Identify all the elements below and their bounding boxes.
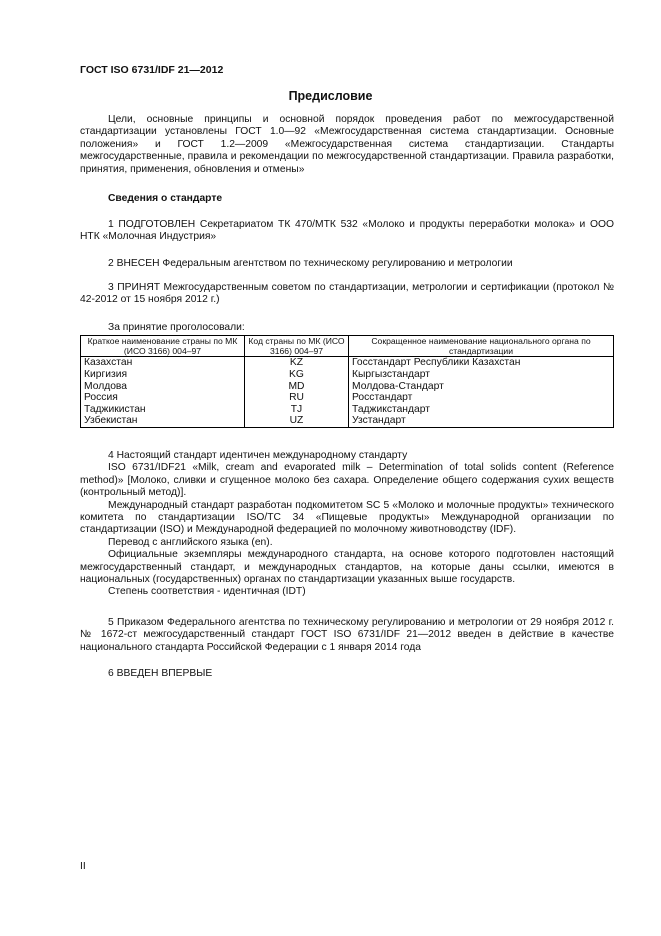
cell-code: MD — [245, 381, 349, 393]
page-title: Предисловие — [288, 89, 373, 103]
page-number: II — [80, 861, 86, 872]
cell-country: Узбекистан — [81, 415, 245, 427]
item-4-line: Степень соответствия - идентичная (IDT) — [108, 586, 306, 598]
countries-table — [80, 335, 614, 428]
info-heading: Сведения о стандарте — [108, 193, 223, 204]
cell-body: Госстандарт Республики Казахстан — [349, 357, 614, 369]
item-4-line: ISO 6731/IDF21 «Milk, cream and evaporated milk – Determination of total solids content (Reference method)» [Молоко, сливки и сгущенное молоко без сахара. Определение общего содержания сухих веществ (контрольный метод)]. — [80, 462, 614, 499]
item-4 — [80, 450, 614, 599]
cell-body: Росстандарт — [349, 392, 614, 404]
table-row — [81, 381, 614, 393]
table-row — [81, 404, 614, 416]
cell-body: Кыргызстандарт — [349, 369, 614, 381]
item-4-line: Международный стандарт разработан подкомитетом SC 5 «Молоко и молочные продукты» технического комитета по стандартизации ISO/TC 34 «Пищевые продукты» Международной организации по стандартизации (ISO) и Международной федерацией по молочному животноводству (IDF). — [80, 499, 614, 536]
header-country: Краткое наименование страны по МК (ИСО 3166) 004–97 — [81, 336, 245, 357]
document-id: ГОСТ ISO 6731/IDF 21—2012 — [80, 64, 224, 76]
table-header-row — [81, 336, 614, 357]
item-6-text: 6 ВВЕДЕН ВПЕРВЫЕ — [108, 668, 213, 679]
intro-paragraph — [80, 114, 614, 176]
item-5-text: 5 Приказом Федерального агентства по техническому регулированию и метрологии от 29 ноября 2012 г. № 1672-ст межгосударственный стандарт ГОСТ ISO 6731/IDF 21—2012 введен в действие в качестве национального стандарта Российской Федерации с 1 января 2014 года — [80, 617, 614, 653]
cell-country: Молдова — [81, 381, 245, 393]
cell-body: Таджикстандарт — [349, 404, 614, 416]
item-4-line: Перевод с английского языка (en). — [108, 536, 273, 548]
item-6 — [80, 668, 614, 680]
table-row — [81, 392, 614, 404]
intro-text: Цели, основные принципы и основной порядок проведения работ по межгосударственной стандартизации установлены ГОСТ 1.0—92 «Межгосударственная система стандартизации. Основные положения» и ГОСТ 1.2—2009 «Межгосударственная система стандартизации. Стандарты межгосударственные, правила и рекомендации по межгосударственной стандартизации. Правила разработки, принятия, применения, обновления и отмены» — [80, 114, 614, 175]
table-row — [81, 369, 614, 381]
table-row — [81, 357, 614, 369]
cell-code: UZ — [245, 415, 349, 427]
cell-country: Киргизия — [81, 369, 245, 381]
item-1 — [80, 219, 614, 244]
cell-body: Молдова-Стандарт — [349, 381, 614, 393]
cell-country: Таджикистан — [81, 404, 245, 416]
cell-code: KZ — [245, 357, 349, 369]
item-3 — [80, 282, 614, 307]
cell-code: KG — [245, 369, 349, 381]
item-2 — [80, 258, 614, 270]
cell-code: TJ — [245, 404, 349, 416]
header-body: Сокращенное наименование национального органа по стандартизации — [349, 336, 614, 357]
table-row — [81, 415, 614, 427]
cell-country: Россия — [81, 392, 245, 404]
cell-code: RU — [245, 392, 349, 404]
item-4-line: Официальные экземпляры международного стандарта, на основе которого подготовлен настоящий межгосударственный стандарт, и международных стандартов, на которые даны ссылки, имеются в национальных (государственных) органах по стандартизации указанных выше государств. — [80, 549, 614, 586]
cell-country: Казахстан — [81, 357, 245, 369]
item-3-text: 3 ПРИНЯТ Межгосударственным советом по стандартизации, метрологии и сертификации (протокол № 42-2012 от 15 ноября 2012 г.) — [80, 282, 614, 306]
voted-label: За принятие проголосовали: — [108, 322, 245, 333]
item-5 — [80, 617, 614, 654]
cell-body: Узстандарт — [349, 415, 614, 427]
item-4-line: 4 Настоящий стандарт идентичен международному стандарту — [108, 450, 408, 461]
header-code: Код страны по МК (ИСО 3166) 004–97 — [245, 336, 349, 357]
item-2-text: 2 ВНЕСЕН Федеральным агентством по техническому регулированию и метрологии — [108, 258, 513, 269]
countries-table-wrap — [80, 335, 614, 428]
item-1-text: 1 ПОДГОТОВЛЕН Секретариатом ТК 470/МТК 532 «Молоко и продукты переработки молока» и ООО НТК «Молочная Индустрия» — [80, 219, 614, 243]
